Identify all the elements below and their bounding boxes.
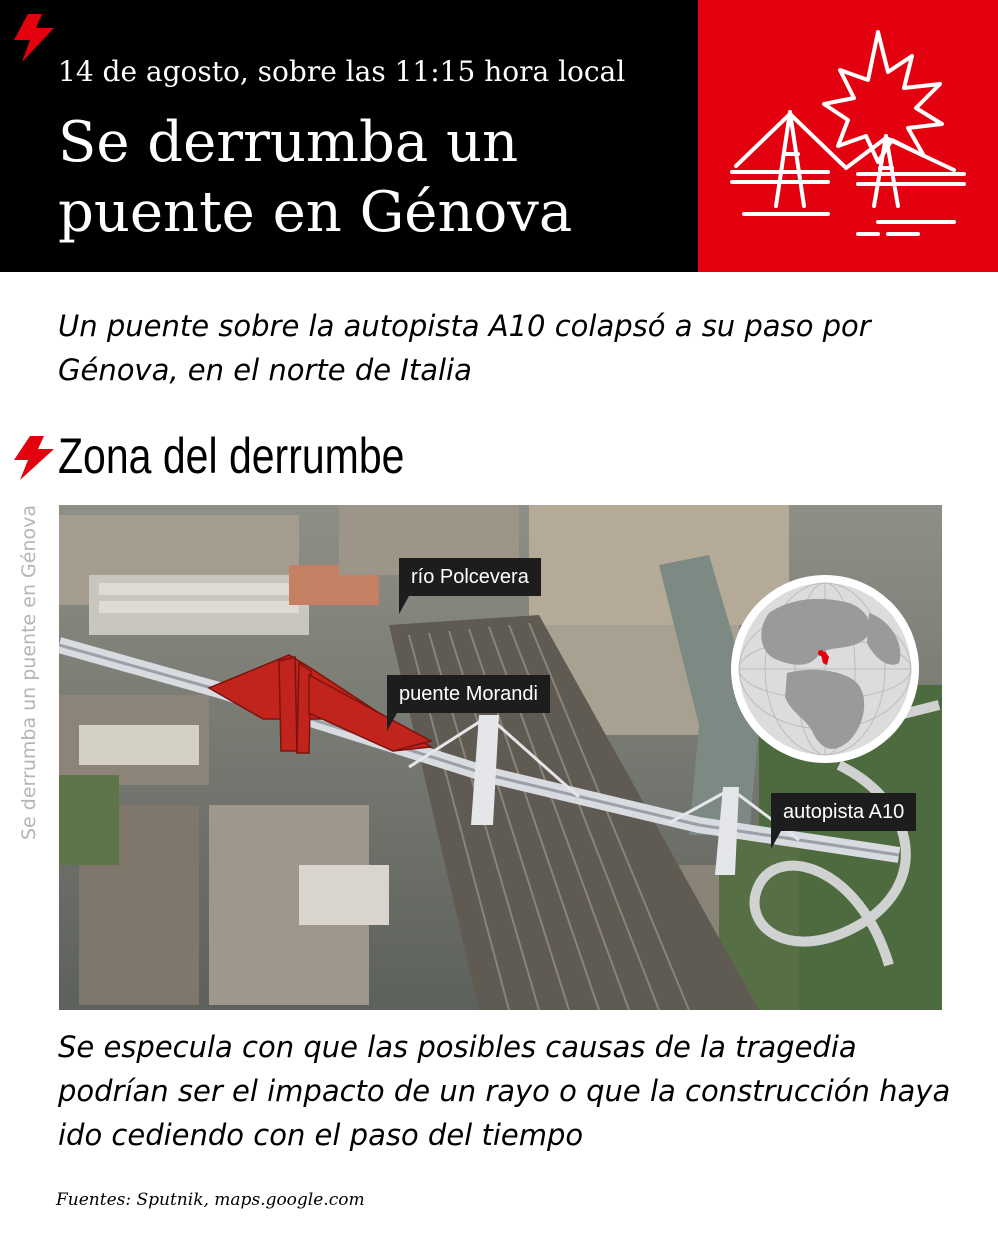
event-date: 14 de agosto, sobre las 11:15 hora local: [58, 55, 626, 88]
side-label: Se derrumba un puente en Génova: [18, 505, 40, 840]
globe-locator-icon: [729, 573, 921, 765]
label-bridge-text: puente Morandi: [399, 683, 538, 705]
page-title: Se derrumba un puente en Génova: [58, 110, 573, 245]
label-bridge: [387, 675, 550, 713]
aerial-map: [59, 505, 942, 1010]
sources-credit: Fuentes: Sputnik, maps.google.com: [56, 1190, 365, 1210]
label-river: [399, 558, 541, 596]
section-title: Zona del derrumbe: [58, 428, 405, 484]
label-river-text: río Polcevera: [411, 566, 529, 588]
label-highway-text: autopista A10: [783, 801, 905, 823]
bridge-explosion-icon: [728, 28, 968, 248]
subtitle: Un puente sobre la autopista A10 colapsó a su paso por Génova, en el norte de Italia: [58, 309, 871, 387]
lightning-bolt-icon: [12, 436, 56, 480]
lightning-bolt-icon: [12, 14, 56, 62]
body-text: Se especula con que las posibles causas de la tragedia podrían ser el impacto de un rayo o que la construcción haya ido cediendo con el paso del tiempo: [58, 1030, 951, 1152]
label-highway: [771, 793, 916, 831]
